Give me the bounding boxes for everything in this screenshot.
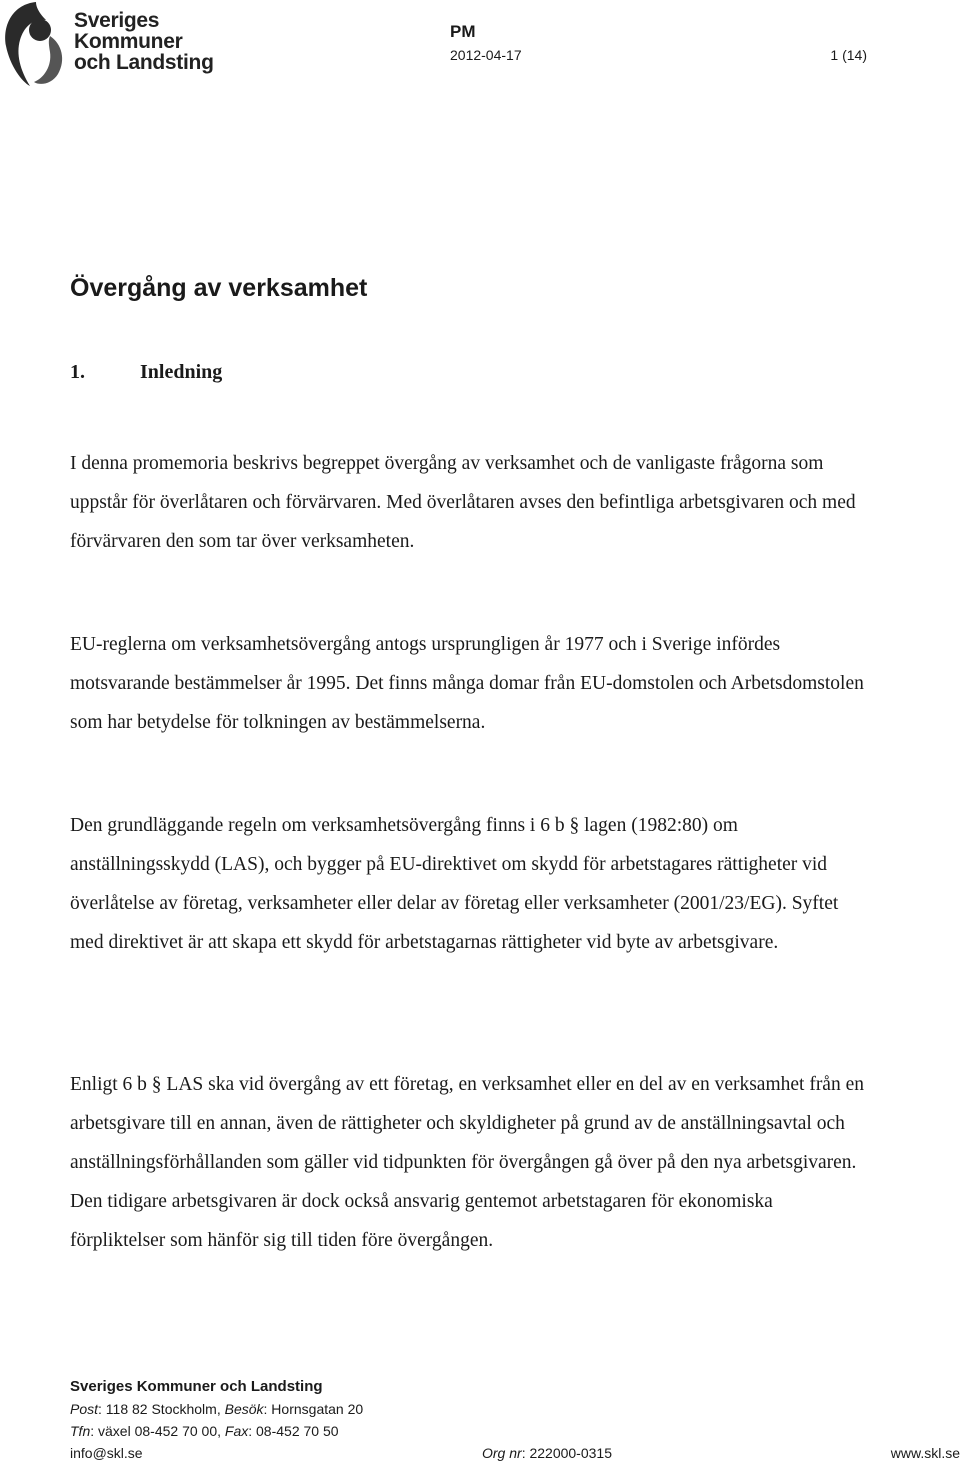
logo-wordmark [74,10,214,73]
footer-org-number: Org nr: 222000-0315 [482,1445,612,1461]
footer-website-link[interactable]: www.skl.se [890,1445,960,1461]
section-heading [70,361,222,384]
organization-logo [0,0,214,90]
paragraph-4: Enligt 6 b § LAS ska vid övergång av ett företag, en verksamhet eller en del av en verksamhet från en arbetsgivare till en annan, även de rättigheter och skyldigheter på grund av de anställningsavtal och anställningsförhållanden som gäller vid tidpunkten för övergången gå över på den nya arbetsgivaren. Den tidigare arbetsgivaren är dock också ansvarig gentemot arbetstagaren för ekonomiska förpliktelser som hänför sig till tiden före övergången. [70,1074,864,1251]
logo-line-3: och Landsting [74,51,214,74]
paragraph-1: I denna promemoria beskrivs begreppet övergång av verksamhet och de vanligaste frågorna som uppstår för överlåtaren och förvärvaren. Med överlåtaren avses den befintliga arbetsgivaren och med förvärvaren den som tar över verksamheten. [70,453,856,552]
logo-mark-icon [0,0,72,88]
logo-line-2: Kommuner [74,30,183,53]
paragraph-3: Den grundläggande regeln om verksamhetsövergång finns i 6 b § lagen (1982:80) om anställningsskydd (LAS), och bygger på EU-direktivet om skydd för arbetstagares rättigheter vid överlåtelse av företag, verksamheter eller delar av företag eller verksamheter (2001/23/EG). Syftet med direktivet är att skapa ett skydd för arbetstagarnas rättigheter vid byte av arbetsgivare. [70,815,839,953]
page-title: Övergång av verksamhet [70,274,368,302]
document-date: 2012-04-17 [450,47,522,63]
page-footer [70,1376,960,1464]
section-title: Inledning [140,361,223,383]
document-type: PM [450,22,476,41]
section-number: 1. [70,361,85,383]
footer-email-link[interactable]: info@skl.se [70,1445,143,1461]
footer-phone: Tfn: växel 08-452 70 00, Fax: 08-452 70 50 [70,1423,339,1439]
paragraph-2: EU-reglerna om verksamhetsövergång antogs ursprungligen år 1977 och i Sverige infördes motsvarande bestämmelser år 1995. Det finns många domar från EU-domstolen och Arbetsdomstolen som har betydelse för tolkningen av bestämmelserna. [70,634,864,733]
footer-contact-row [70,1442,960,1464]
footer-address: Post: 118 82 Stockholm, Besök: Hornsgatan 20 [70,1401,364,1417]
footer-organization: Sveriges Kommuner och Landsting [70,1378,323,1395]
page-number: 1 (14) [830,47,867,63]
logo-line-1: Sveriges [74,9,160,32]
